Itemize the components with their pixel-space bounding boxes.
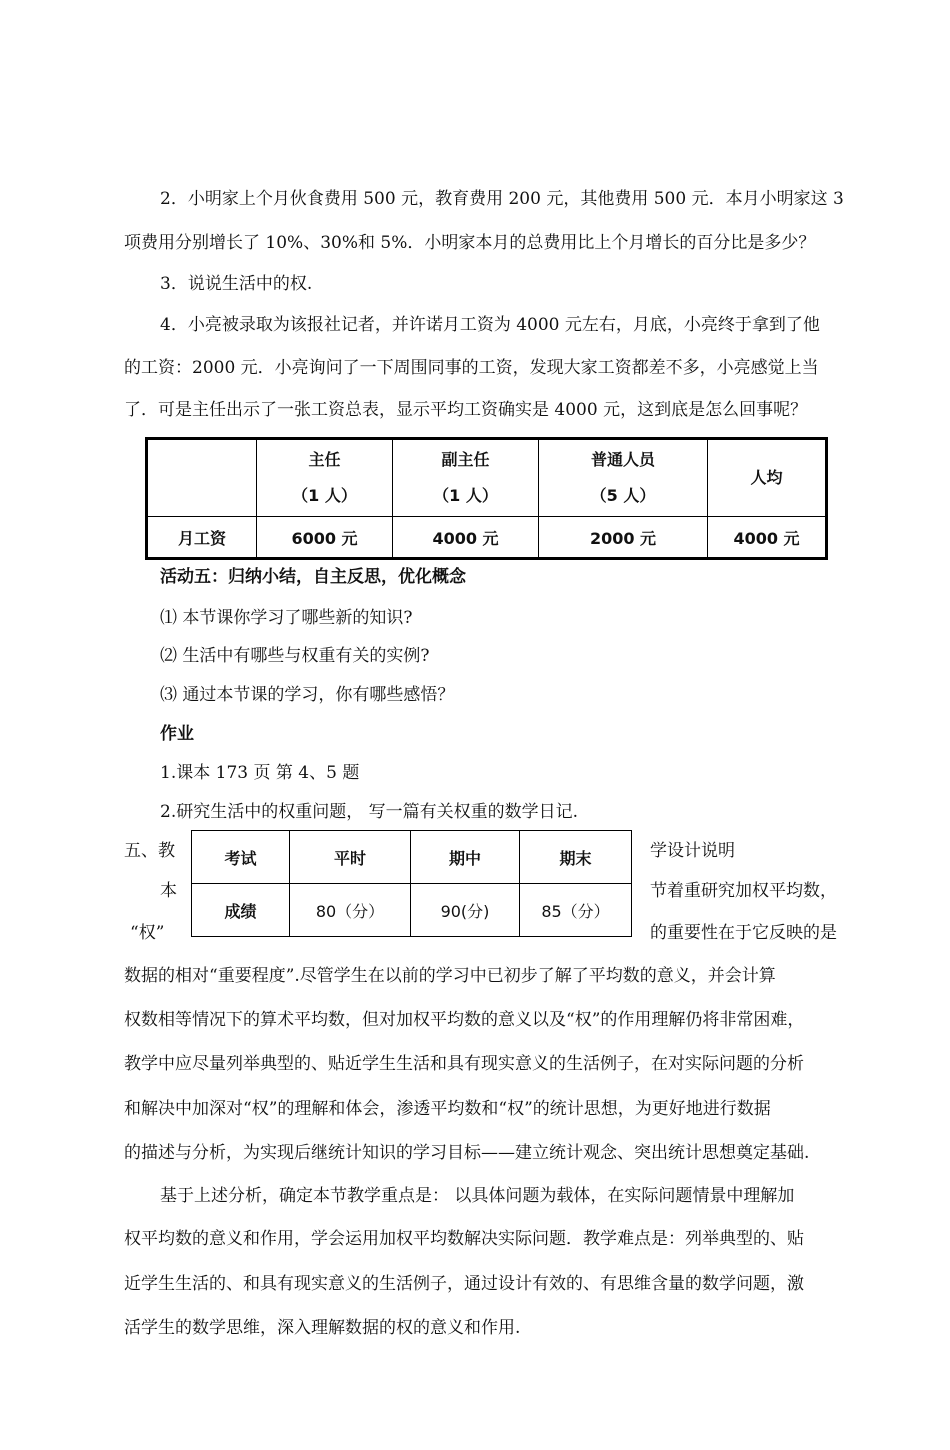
section5-left-2: 本 (160, 881, 177, 901)
q3-line: 3．说说生活中的权. (160, 274, 313, 294)
table-cell: 月工资 (147, 517, 257, 559)
table-cell: 90(分) (411, 884, 520, 937)
homework-heading: 作业 (160, 724, 194, 744)
activity5-item: ⑵ 生活中有哪些与权重有关的实例? (160, 646, 430, 666)
table-cell: 4000 元 (708, 517, 827, 559)
section5-right-3: 的重要性在于它反映的是 (650, 923, 837, 943)
table-cell: 4000 元 (393, 517, 539, 559)
salary-table (145, 437, 828, 560)
key-line: 近学生生活的、和具有现实意义的生活例子，通过设计有效的、有思维含量的数学问题，激 (124, 1274, 804, 1294)
q4-line-3: 了．可是主任出示了一张工资总表，显示平均工资确实是 4000 元，这到底是怎么回事呢？ (124, 400, 808, 420)
activity5-heading: 活动五：归纳小结，自主反思，优化概念 (160, 567, 466, 587)
section5-left-1: 五、教 (124, 841, 175, 861)
section5-line: 教学中应尽量列举典型的、贴近学生生活和具有现实意义的生活例子，在对实际问题的分析 (124, 1054, 804, 1074)
section5-line: 和解决中加深对“权”的理解和体会，渗透平均数和“权”的统计思想，为更好地进行数据 (124, 1099, 771, 1119)
key-line: 活学生的数学思维，深入理解数据的权的意义和作用. (124, 1318, 521, 1338)
q4-line-2: 的工资：2000 元．小亮询问了一下周围同事的工资，发现大家工资都差不多，小亮感觉上当 (124, 358, 819, 378)
table-cell: 80（分） (290, 884, 411, 937)
section5-line: 的描述与分析，为实现后继统计知识的学习目标——建立统计观念、突出统计思想奠定基础. (124, 1143, 810, 1163)
table-cell: 6000 元 (257, 517, 393, 559)
section5-left-3: “权” (130, 923, 165, 943)
homework-item-1: 1.课本 173 页 第 4、5 题 (160, 763, 360, 783)
q2-line-2: 项费用分别增长了 10%、30%和 5%．小明家本月的总费用比上个月增长的百分比是多少？ (124, 233, 816, 253)
q2-line-1: 2．小明家上个月伙食费用 500 元，教育费用 200 元，其他费用 500 元．本月小明家这 3 (160, 189, 844, 209)
table-cell: 期末 (520, 831, 632, 884)
homework-item-2: 2.研究生活中的权重问题， 写一篇有关权重的数学日记. (160, 802, 579, 822)
table-cell: 考试 (192, 831, 290, 884)
key-line: 基于上述分析，确定本节教学重点是： 以具体问题为载体，在实际问题情景中理解加 (160, 1186, 795, 1206)
section5-right-2: 节着重研究加权平均数， (650, 881, 837, 901)
key-line: 权平均数的意义和作用，学会运用加权平均数解决实际问题．教学难点是：列举典型的、贴 (124, 1229, 804, 1249)
q4-line-1: 4．小亮被录取为该报社记者，并许诺月工资为 4000 元左右，月底，小亮终于拿到了他 (160, 315, 820, 335)
scores-table (191, 830, 632, 937)
table-cell: 2000 元 (539, 517, 708, 559)
salary-header-director: 主任 （1 人） (257, 439, 393, 517)
table-cell: 期中 (411, 831, 520, 884)
salary-header-empty (147, 439, 257, 517)
activity5-item: ⑴ 本节课你学习了哪些新的知识? (160, 608, 413, 628)
section5-line: 权数相等情况下的算术平均数，但对加权平均数的意义以及“权”的作用理解仍将非常困难， (124, 1010, 805, 1030)
table-cell: 平时 (290, 831, 411, 884)
activity5-item: ⑶ 通过本节课的学习，你有哪些感悟？ (160, 685, 455, 705)
salary-header-deputy: 副主任 （1 人） (393, 439, 539, 517)
table-cell: 成绩 (192, 884, 290, 937)
table-cell: 85（分） (520, 884, 632, 937)
salary-header-average: 人均 (708, 439, 827, 517)
salary-header-staff: 普通人员 （5 人） (539, 439, 708, 517)
section5-right-1: 学设计说明 (650, 841, 735, 861)
section5-line: 数据的相对“重要程度”.尽管学生在以前的学习中已初步了解了平均数的意义，并会计算 (124, 966, 776, 986)
